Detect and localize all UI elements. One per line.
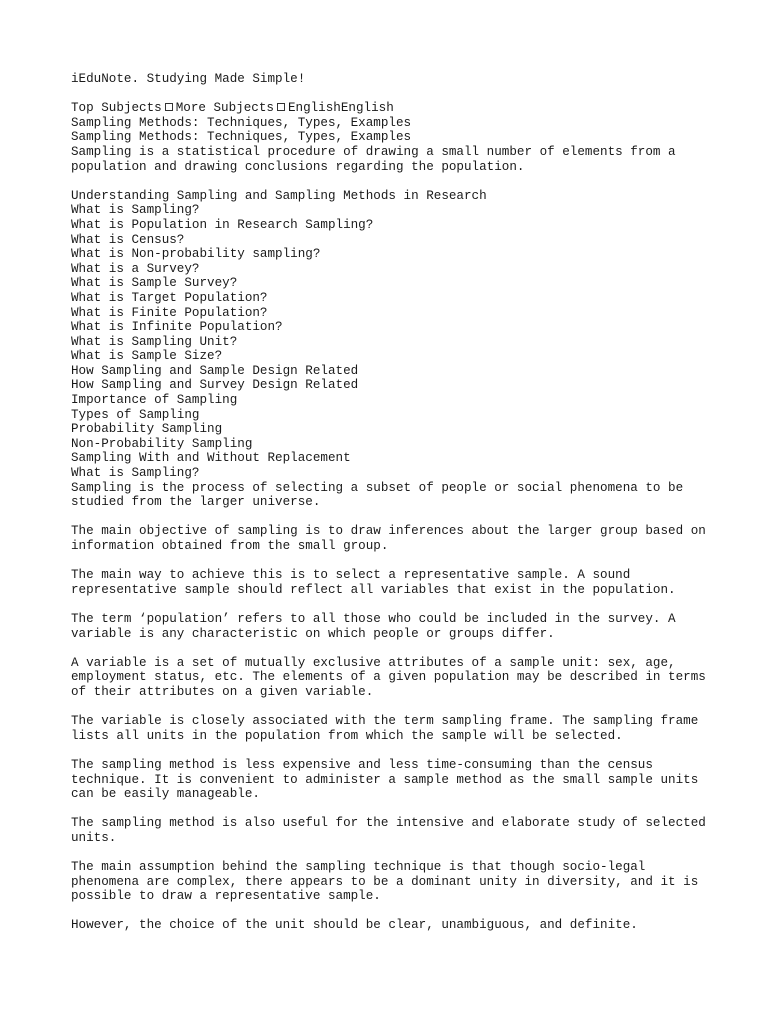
top-nav [71,101,711,116]
toc-item[interactable]: What is Sampling? [71,203,200,218]
toc-item[interactable]: How Sampling and Sample Design Related [71,363,359,378]
toc-item[interactable]: Probability Sampling [71,422,223,437]
toc-item[interactable]: Types of Sampling [71,407,200,422]
spacer [71,641,711,656]
toc-item[interactable]: What is Sample Size? [71,349,223,364]
body-paragraph: The main assumption behind the sampling technique is that though socio-legal phenomena are complex, there appears to be a dominant unity in diversity, and it is possible to draw a representative sample. [71,860,699,904]
toc-item[interactable]: What is Census? [71,232,185,247]
toc-item[interactable]: What is Non-probability sampling? [71,247,321,262]
body-paragraph: A variable is a set of mutually exclusive attributes of a sample unit: sex, age, employment status, etc. The elements of a given population may be described in terms of their attributes on a given variable. [71,655,706,699]
body-paragraph: The sampling method is also useful for the intensive and elaborate study of selected units. [71,816,706,845]
spacer [71,510,711,525]
body-paragraph: The variable is closely associated with the term sampling frame. The sampling frame lists all units in the population from which the sample will be selected. [71,714,699,743]
spacer [71,743,711,758]
separator-icon [165,103,173,111]
site-title: iEduNote. Studying Made Simple! [71,72,306,86]
body-paragraph: Sampling is the process of selecting a subset of people or social phenomena to be studied from the larger universe. [71,480,684,510]
section-heading: What is Sampling? [71,466,200,481]
toc-item[interactable]: What is a Survey? [71,261,200,276]
breadcrumb: Sampling Methods: Techniques, Types, Examples [71,115,412,130]
table-of-contents [71,189,711,466]
body-paragraph: The term ‘population’ refers to all those who could be included in the survey. A variable is any characteristic on which people or groups differ. [71,611,676,641]
document-page [71,72,711,933]
toc-item[interactable]: What is Sample Survey? [71,276,238,291]
body-paragraph: The main way to achieve this is to select a representative sample. A sound representative sample should reflect all variables that exist in the population. [71,568,676,597]
toc-item[interactable]: Importance of Sampling [71,393,238,408]
separator-icon [277,103,285,111]
body-paragraph: The main objective of sampling is to draw inferences about the larger group based on information obtained from the small group. [71,524,706,553]
toc-item[interactable]: How Sampling and Survey Design Related [71,378,359,393]
toc-item[interactable]: Non-Probability Sampling [71,436,253,451]
toc-item[interactable]: What is Finite Population? [71,305,268,320]
nav-language-link[interactable]: EnglishEnglish [287,101,394,116]
toc-item[interactable]: What is Population in Research Sampling? [71,217,374,232]
spacer [71,87,711,102]
nav-more-subjects-link[interactable]: More Subjects [175,101,274,116]
spacer [71,700,711,715]
body-paragraph: However, the choice of the unit should be clear, unambiguous, and definite. [71,918,638,933]
spacer [71,597,711,612]
intro-paragraph: Sampling is a statistical procedure of drawing a small number of elements from a population and drawing conclusions regarding the population. [71,144,676,174]
spacer [71,904,711,919]
toc-item[interactable]: Sampling With and Without Replacement [71,451,351,466]
spacer [71,554,711,569]
nav-top-subjects-link[interactable]: Top Subjects [71,101,162,116]
spacer [71,174,711,189]
spacer [71,845,711,860]
page-title: Sampling Methods: Techniques, Types, Examples [71,130,412,145]
toc-item[interactable]: What is Infinite Population? [71,320,283,335]
toc-heading: Understanding Sampling and Sampling Methods in Research [71,188,487,203]
toc-item[interactable]: What is Sampling Unit? [71,334,238,349]
spacer [71,802,711,817]
body-paragraph: The sampling method is less expensive and less time-consuming than the census technique. It is convenient to administer a sample method as the small sample units can be easily manageable. [71,757,699,802]
toc-item[interactable]: What is Target Population? [71,290,268,305]
